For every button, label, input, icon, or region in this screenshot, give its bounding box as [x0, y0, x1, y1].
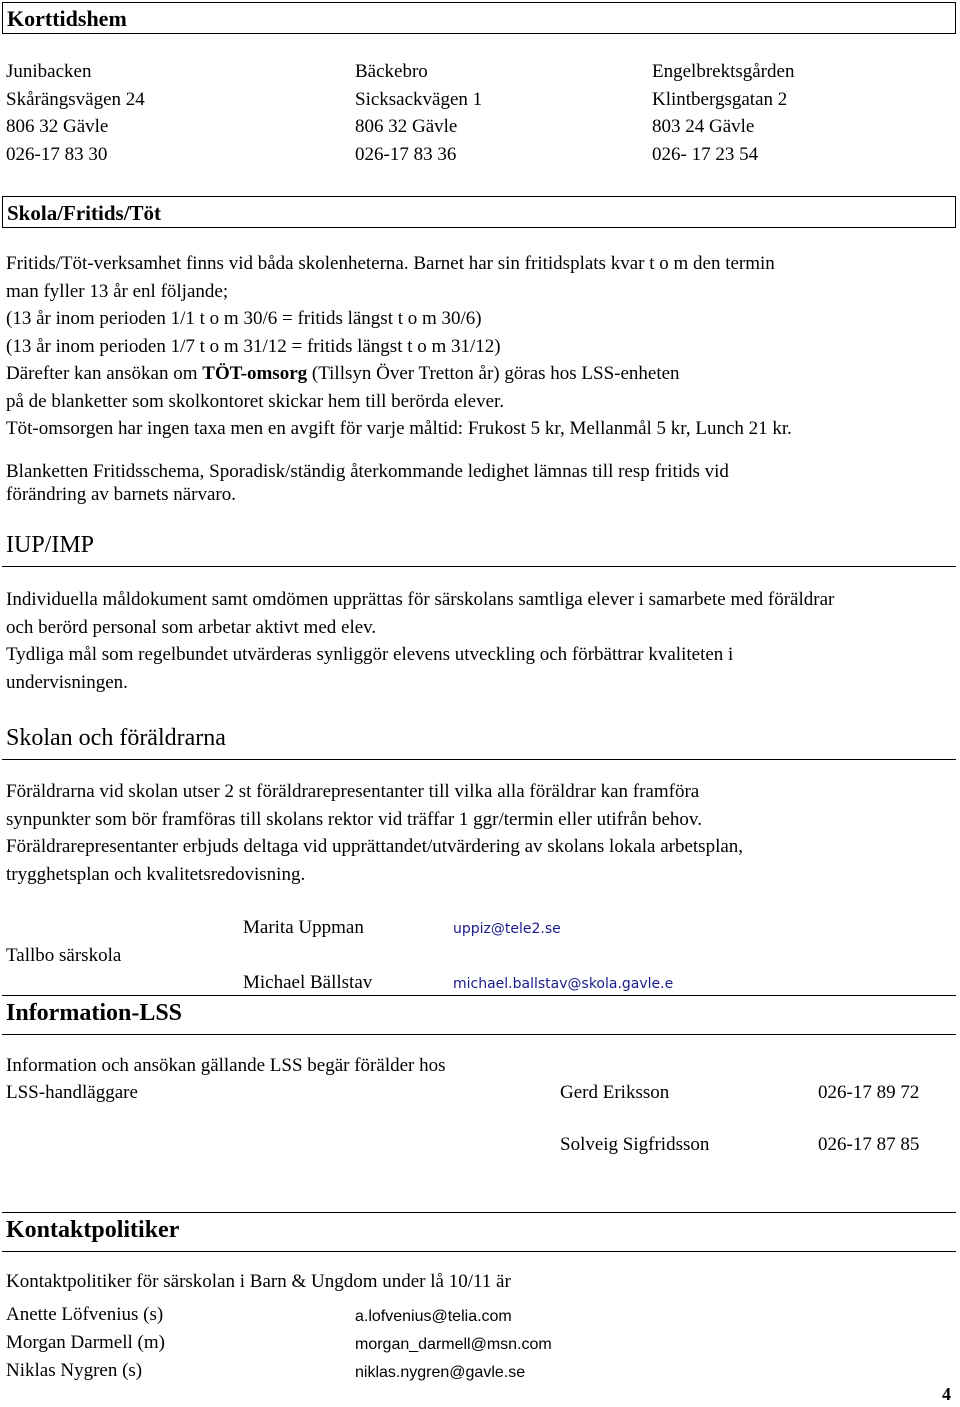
text-line: på de blanketter som skolkontoret skickar hem till berörda elever. [6, 390, 505, 412]
section-title-lss: Information-LSS [6, 1000, 183, 1026]
text-line [6, 360, 792, 388]
address-line: Engelbrektsgården [652, 61, 795, 82]
kontakt-intro: Kontaktpolitiker för särskolan i Barn & Ungdom under lå 10/11 är [6, 1271, 511, 1292]
address-line: 026- 17 23 54 [652, 143, 759, 165]
section-underline [2, 1034, 956, 1035]
page-number: 4 [942, 1384, 951, 1404]
text-line: Föräldrarepresentanter erbjuds deltaga vid upprättandet/utvärdering av skolans lokala arbetsplan, [6, 836, 744, 857]
section-underline [2, 1251, 956, 1252]
section-overline [2, 1212, 956, 1213]
skola-paragraph [6, 250, 792, 443]
section-overline [2, 995, 956, 996]
text-span: Därefter kan ansökan om [6, 363, 203, 384]
address-line: 806 32 Gävle [355, 116, 458, 137]
politician-name: Niklas Nygren (s) [6, 1360, 143, 1381]
politician-email-link[interactable]: a.lofvenius@telia.com [355, 1308, 512, 1325]
lss-label: LSS-handläggare [6, 1082, 138, 1103]
politician-name: Morgan Darmell (m) [6, 1332, 165, 1353]
address-backebro [355, 58, 482, 168]
text-line: trygghetsplan och kvalitetsredovisning. [6, 863, 306, 885]
text-line: synpunkter som bör framföras till skolans rektor vid träffar 1 ggr/termin eller utifrån behov. [6, 808, 702, 830]
address-line: Klintbergsgatan 2 [652, 88, 788, 110]
text-line: och berörd personal som arbetar aktivt med elev. [6, 616, 377, 638]
section-title-foraldrar: Skolan och föräldrarna [6, 725, 226, 751]
text-line: Föräldrarna vid skolan utser 2 st föräldrarepresentanter till vilka alla föräldrar kan framföra [6, 781, 700, 802]
contact-phone: 026-17 89 72 [818, 1082, 920, 1103]
address-line: Bäckebro [355, 61, 428, 82]
address-line: 803 24 Gävle [652, 116, 755, 137]
text-line: Tydliga mål som regelbundet utvärderas synliggör elevens utveckling och förbättrar kvaliteten i [6, 644, 734, 665]
contact-phone: 026-17 87 85 [818, 1134, 920, 1155]
section-title-skola-fritids: Skola/Fritids/Töt [2, 196, 956, 228]
rep-name: Michael Bällstav [243, 972, 373, 993]
address-line: Skårängsvägen 24 [6, 88, 145, 110]
address-line: 806 32 Gävle [6, 116, 109, 137]
politician-email-link[interactable]: niklas.nygren@gavle.se [355, 1364, 526, 1381]
address-junibacken [6, 58, 145, 168]
section-underline [2, 759, 956, 760]
text-line: Töt-omsorgen har ingen taxa men en avgift för varje måltid: Frukost 5 kr, Mellanmål 5 kr, Lunch 21 kr. [6, 418, 792, 439]
address-engelbrektsgarden [652, 58, 794, 168]
foraldrar-paragraph [6, 778, 743, 888]
school-name: Tallbo särskola [6, 945, 122, 966]
rep-email-link[interactable]: michael.ballstav@skola.gavle.e [453, 976, 674, 992]
blankett-paragraph [6, 460, 729, 506]
section-title-korttidshem: Korttidshem [2, 2, 956, 34]
address-line: 026-17 83 36 [355, 143, 457, 165]
rep-name: Marita Uppman [243, 917, 364, 938]
text-line: (13 år inom perioden 1/1 t o m 30/6 = fritids längst t o m 30/6) [6, 308, 482, 329]
contact-name: Gerd Eriksson [560, 1082, 670, 1103]
text-line: Blanketten Fritidsschema, Sporadisk/ständig återkommande ledighet lämnas till resp fritids vid [6, 461, 729, 482]
section-title-kontakt: Kontaktpolitiker [6, 1217, 180, 1243]
address-line: Junibacken [6, 61, 92, 82]
iup-paragraph [6, 586, 834, 696]
rep-email-link[interactable]: uppiz@tele2.se [453, 921, 561, 937]
section-underline [2, 566, 956, 567]
address-line: 026-17 83 30 [6, 143, 108, 165]
text-line: förändring av barnets närvaro. [6, 484, 237, 505]
tot-omsorg-term: TÖT-omsorg [202, 363, 308, 384]
section-title-iup: IUP/IMP [6, 532, 95, 558]
text-line: Fritids/Töt-verksamhet finns vid båda skolenheterna. Barnet har sin fritidsplats kvar t o m den termin [6, 253, 775, 274]
politician-name: Anette Löfvenius (s) [6, 1304, 164, 1325]
text-line: man fyller 13 år enl följande; [6, 280, 229, 302]
text-line: undervisningen. [6, 671, 128, 693]
address-line: Sicksackvägen 1 [355, 88, 483, 110]
contact-name: Solveig Sigfridsson [560, 1134, 710, 1155]
text-line: (13 år inom perioden 1/7 t o m 31/12 = fritids längst t o m 31/12) [6, 335, 501, 357]
text-line: Individuella måldokument samt omdömen upprättas för särskolans samtliga elever i samarbete med föräldrar [6, 589, 835, 610]
politician-email-link[interactable]: morgan_darmell@msn.com [355, 1336, 552, 1353]
lss-intro: Information och ansökan gällande LSS begär förälder hos [6, 1055, 446, 1076]
text-span: (Tillsyn Över Tretton år) göras hos LSS-enheten [307, 363, 680, 384]
